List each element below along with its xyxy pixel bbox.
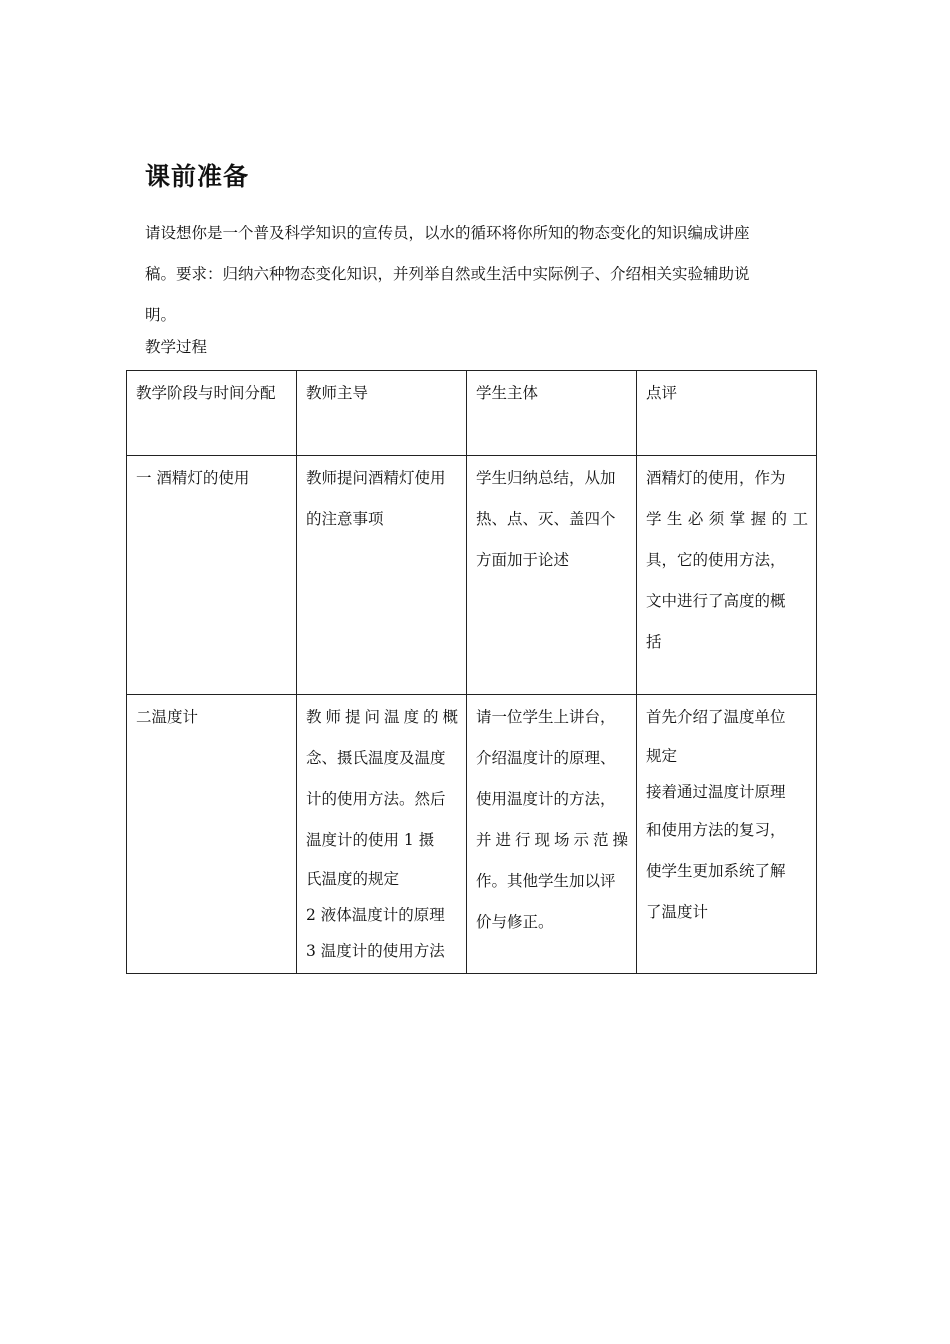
cell-line: 括 [646, 633, 662, 651]
cell-line: 学生归纳总结，从加 [476, 469, 616, 487]
subheading: 教学过程 [145, 338, 208, 356]
cell-line: 计的使用方法。然后 [306, 790, 446, 808]
header-cell [467, 371, 637, 456]
table-row [127, 456, 817, 695]
cell-line: 一 酒精灯的使用 [136, 469, 250, 487]
cell-line: 的注意事项 [306, 510, 384, 528]
cell-line: 介绍温度计的原理、 [476, 749, 616, 767]
cell-line: 了温度计 [646, 903, 709, 921]
table-header-row [127, 371, 817, 456]
intro-line: 稿。要求：归纳六种物态变化知识，并列举自然或生活中实际例子、介绍相关实验辅助说 [145, 265, 750, 283]
header-cell [297, 371, 467, 456]
cell-line: 教师提问温度的概 [306, 708, 458, 726]
student-cell [467, 456, 637, 695]
cell-line: 酒精灯的使用，作为 [646, 469, 786, 487]
cell-line: 方面加于论述 [476, 551, 570, 569]
stage-cell [127, 695, 297, 974]
student-cell [467, 695, 637, 974]
cell-line: 使学生更加系统了解 [646, 862, 786, 880]
cell-line: 2 液体温度计的原理 [306, 906, 445, 924]
cell-line: 文中进行了高度的概 [646, 592, 786, 610]
header-student: 学生主体 [476, 384, 539, 402]
cell-line: 氏温度的规定 [306, 870, 400, 888]
teacher-cell [297, 695, 467, 974]
stage-cell [127, 456, 297, 695]
cell-line: 教师提问酒精灯使用 [306, 469, 446, 487]
cell-line: 学生必须掌握的工 [646, 510, 808, 528]
cell-line: 并进行现场示范操 [476, 831, 628, 849]
cell-line: 作。其他学生加以评 [476, 872, 616, 890]
cell-line: 使用温度计的方法， [476, 790, 616, 808]
cell-line: 请一位学生上讲台， [476, 708, 616, 726]
header-stage: 教学阶段与时间分配 [136, 384, 276, 402]
header-cell [127, 371, 297, 456]
cell-line: 和使用方法的复习， [646, 821, 786, 839]
cell-line: 二温度计 [136, 708, 199, 726]
comment-cell [637, 456, 817, 695]
header-cell [637, 371, 817, 456]
section-heading: 课前准备 [145, 162, 250, 191]
table-row [127, 695, 817, 974]
header-comment: 点评 [646, 384, 678, 402]
cell-line: 规定 [646, 747, 678, 765]
cell-line: 3 温度计的使用方法 [306, 942, 445, 960]
intro-line: 明。 [145, 306, 177, 324]
intro-line: 请设想你是一个普及科学知识的宣传员，以水的循环将你所知的物态变化的知识编成讲座 [145, 224, 750, 242]
cell-line: 价与修正。 [476, 913, 554, 931]
intro-paragraph [145, 213, 815, 336]
cell-line: 接着通过温度计原理 [646, 783, 786, 801]
cell-line: 温度计的使用 1 摄 [306, 831, 435, 849]
cell-line: 首先介绍了温度单位 [646, 708, 786, 726]
cell-line: 具，它的使用方法， [646, 551, 786, 569]
cell-line: 热、点、灭、盖四个 [476, 510, 616, 528]
teacher-cell [297, 456, 467, 695]
teaching-process-table [126, 370, 817, 974]
cell-line: 念、摄氏温度及温度 [306, 749, 446, 767]
comment-cell [637, 695, 817, 974]
header-teacher: 教师主导 [306, 384, 369, 402]
